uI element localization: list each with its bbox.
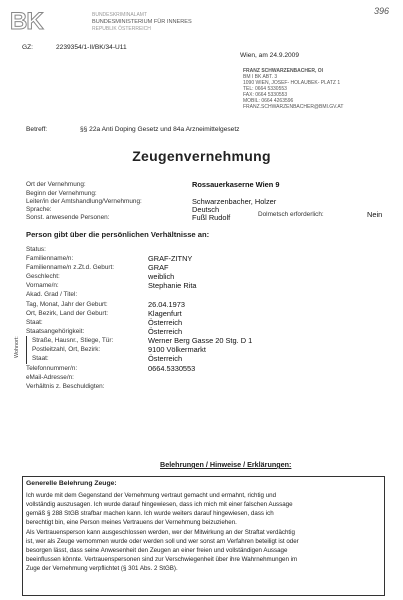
belehrungen-heading: Belehrungen / Hinweise / Erklärungen: (160, 460, 292, 469)
contact-tel: TEL: 0664 5330553 (243, 86, 287, 92)
belehrung-line: gemäß § 288 StGB strafbar machen kann. Ich wurde weiters darauf hingewiesen, dass ich (26, 510, 274, 517)
belehrung-heading: Generelle Belehrung Zeuge: (26, 480, 117, 487)
contact-mobile: MOBIL: 0664 4263596 (243, 98, 294, 104)
wohnort-value: Werner Berg Gasse 20 Stg. D 1 (148, 336, 253, 345)
contact-block (243, 68, 343, 110)
person-label: Familienname/n z.Zt.d. Geburt: (26, 264, 115, 271)
belehrung-line: vollständig auszusagen. Ich wurde darauf hingewiesen, dass ich mich mit einer falschen Aussage (26, 501, 293, 508)
person-label: Geschlecht: (26, 273, 60, 280)
wohnort-value: 9100 Völkermarkt (148, 345, 206, 354)
wohnort-label: Straße, Hausnr., Stiege, Tür: (32, 337, 114, 344)
person-value: Österreich (148, 327, 183, 336)
person-value: Stephanie Rita (148, 281, 197, 290)
wohnort-row-staat (32, 354, 392, 364)
contact-dept: BM I BK ABT. 3 (243, 74, 278, 80)
person-value: Österreich (148, 318, 183, 327)
person-label: Ort, Bezirk, Land der Geburt: (26, 310, 109, 317)
contact-address: 1090 WIEN, JOSEF- HOLAUBEK- PLATZ 1 (243, 80, 341, 86)
meta-label: Sonst. anwesende Personen: (26, 214, 110, 221)
person-value: 26.04.1973 (148, 300, 185, 309)
gz-label: GZ: (22, 44, 33, 51)
gz-value: 2239354/1-II/BK/34-U11 (56, 44, 127, 51)
contact-label: Telefonnummer/n: (26, 365, 78, 372)
page-number-mark: 396 (374, 6, 390, 16)
contact-label: Verhältnis z. Beschuldigten: (26, 383, 105, 390)
contact-row-verhaeltnis (26, 382, 386, 392)
dolmetsch-label: Dolmetsch erforderlich: (258, 211, 324, 218)
belehrung-line: ist, wer als Zeuge vernommen wurde oder werden soll und wer sonst am Verfahren beteiligt ist oder (26, 538, 299, 545)
person-label: Status: (26, 246, 46, 253)
meta-value: Deutsch (192, 205, 220, 214)
meta-label: Beginn der Vernehmung: (26, 190, 97, 197)
bk-logo (10, 8, 76, 40)
belehrung-line: Zuge der Vernehmung verpflichtet (§ 301 Abs. 2 StGB). (26, 565, 178, 572)
person-label: Tag, Monat, Jahr der Geburt: (26, 301, 108, 308)
person-label: Akad. Grad / Titel: (26, 291, 78, 298)
document-date: Wien, am 24.9.2009 (240, 52, 300, 59)
contact-name: FRANZ SCHWARZENBACHER, OI (243, 68, 323, 74)
contact-fax: FAX: 0664 5330553 (243, 92, 288, 98)
belehrung-line: Ich wurde mit dem Gegenstand der Vernehmung vertraut gemacht und ermahnt, richtig und (26, 492, 277, 499)
meta-label: Ort der Vernehmung: (26, 181, 86, 188)
person-row-titel (26, 290, 386, 300)
wohnort-side-label: Wohnort: (14, 336, 20, 358)
contact-email: FRANZ.SCHWARZENBACHER@BMI.GV.AT (243, 104, 344, 110)
ministry-line-1: BUNDESKRIMINALAMT (92, 12, 148, 18)
dolmetsch-value: Nein (367, 210, 383, 219)
wohnort-bracket (26, 336, 27, 364)
person-value: GRAF-ZITNY (148, 254, 193, 263)
belehrung-line: besorgen lässt, dass seine Anwesenheit den Zeugen an einer freien und vollständigen Aussage (26, 547, 288, 554)
logo-text: BK (10, 8, 43, 35)
ministry-line-3: REPUBLIK ÖSTERREICH (92, 26, 151, 32)
belehrung-line: berechtigt bin, eine Person meines Vertrauens der Vernehmung beizuziehen. (26, 519, 237, 526)
betreff-value: §§ 22a Anti Doping Gesetz und 84a Arzneimittelgesetz (80, 126, 240, 133)
person-label: Vorname/n: (26, 282, 59, 289)
page-title: Zeugenvernehmung (132, 148, 271, 164)
person-label: Staat: (26, 319, 43, 326)
meta-label: Leiter/in der Amtshandlung/Vernehmung: (26, 198, 142, 205)
contact-label: eMail-Adresse/n: (26, 374, 74, 381)
belehrung-box (22, 476, 385, 596)
person-label: Familienname/n: (26, 255, 74, 262)
person-value: Klagenfurt (148, 309, 182, 318)
meta-label: Sprache: (26, 206, 52, 213)
betreff-label: Betreff: (26, 126, 48, 133)
belehrung-line: beeinflussen könnte. Vertrauenspersonen sind zur Verschwiegenheit über ihre Wahrnehmungen im (26, 556, 298, 563)
wohnort-label: Postleitzahl, Ort, Bezirk: (32, 346, 101, 353)
person-label: Staatsangehörigkeit: (26, 328, 85, 335)
wohnort-label: Staat: (32, 355, 49, 362)
wohnort-value: Österreich (148, 354, 183, 363)
person-heading: Person gibt über die persönlichen Verhältnisse an: (26, 230, 210, 239)
person-value: GRAF (148, 263, 169, 272)
meta-value: Schwarzenbacher, Holzer (192, 197, 277, 206)
belehrung-line: Als Vertrauensperson kann ausgeschlossen werden, wer der Mitwirkung an der Straftat verdächtig (26, 529, 295, 536)
meta-row-anwesend (26, 213, 386, 223)
ministry-line-2: BUNDESMINISTERIUM FÜR INNERES (92, 19, 192, 25)
contact-value: 0664.5330553 (148, 364, 196, 373)
meta-value: Rossauerkaserne Wien 9 (192, 180, 280, 189)
meta-value: Fußl Rudolf (192, 213, 231, 222)
person-value: weiblich (148, 272, 175, 281)
